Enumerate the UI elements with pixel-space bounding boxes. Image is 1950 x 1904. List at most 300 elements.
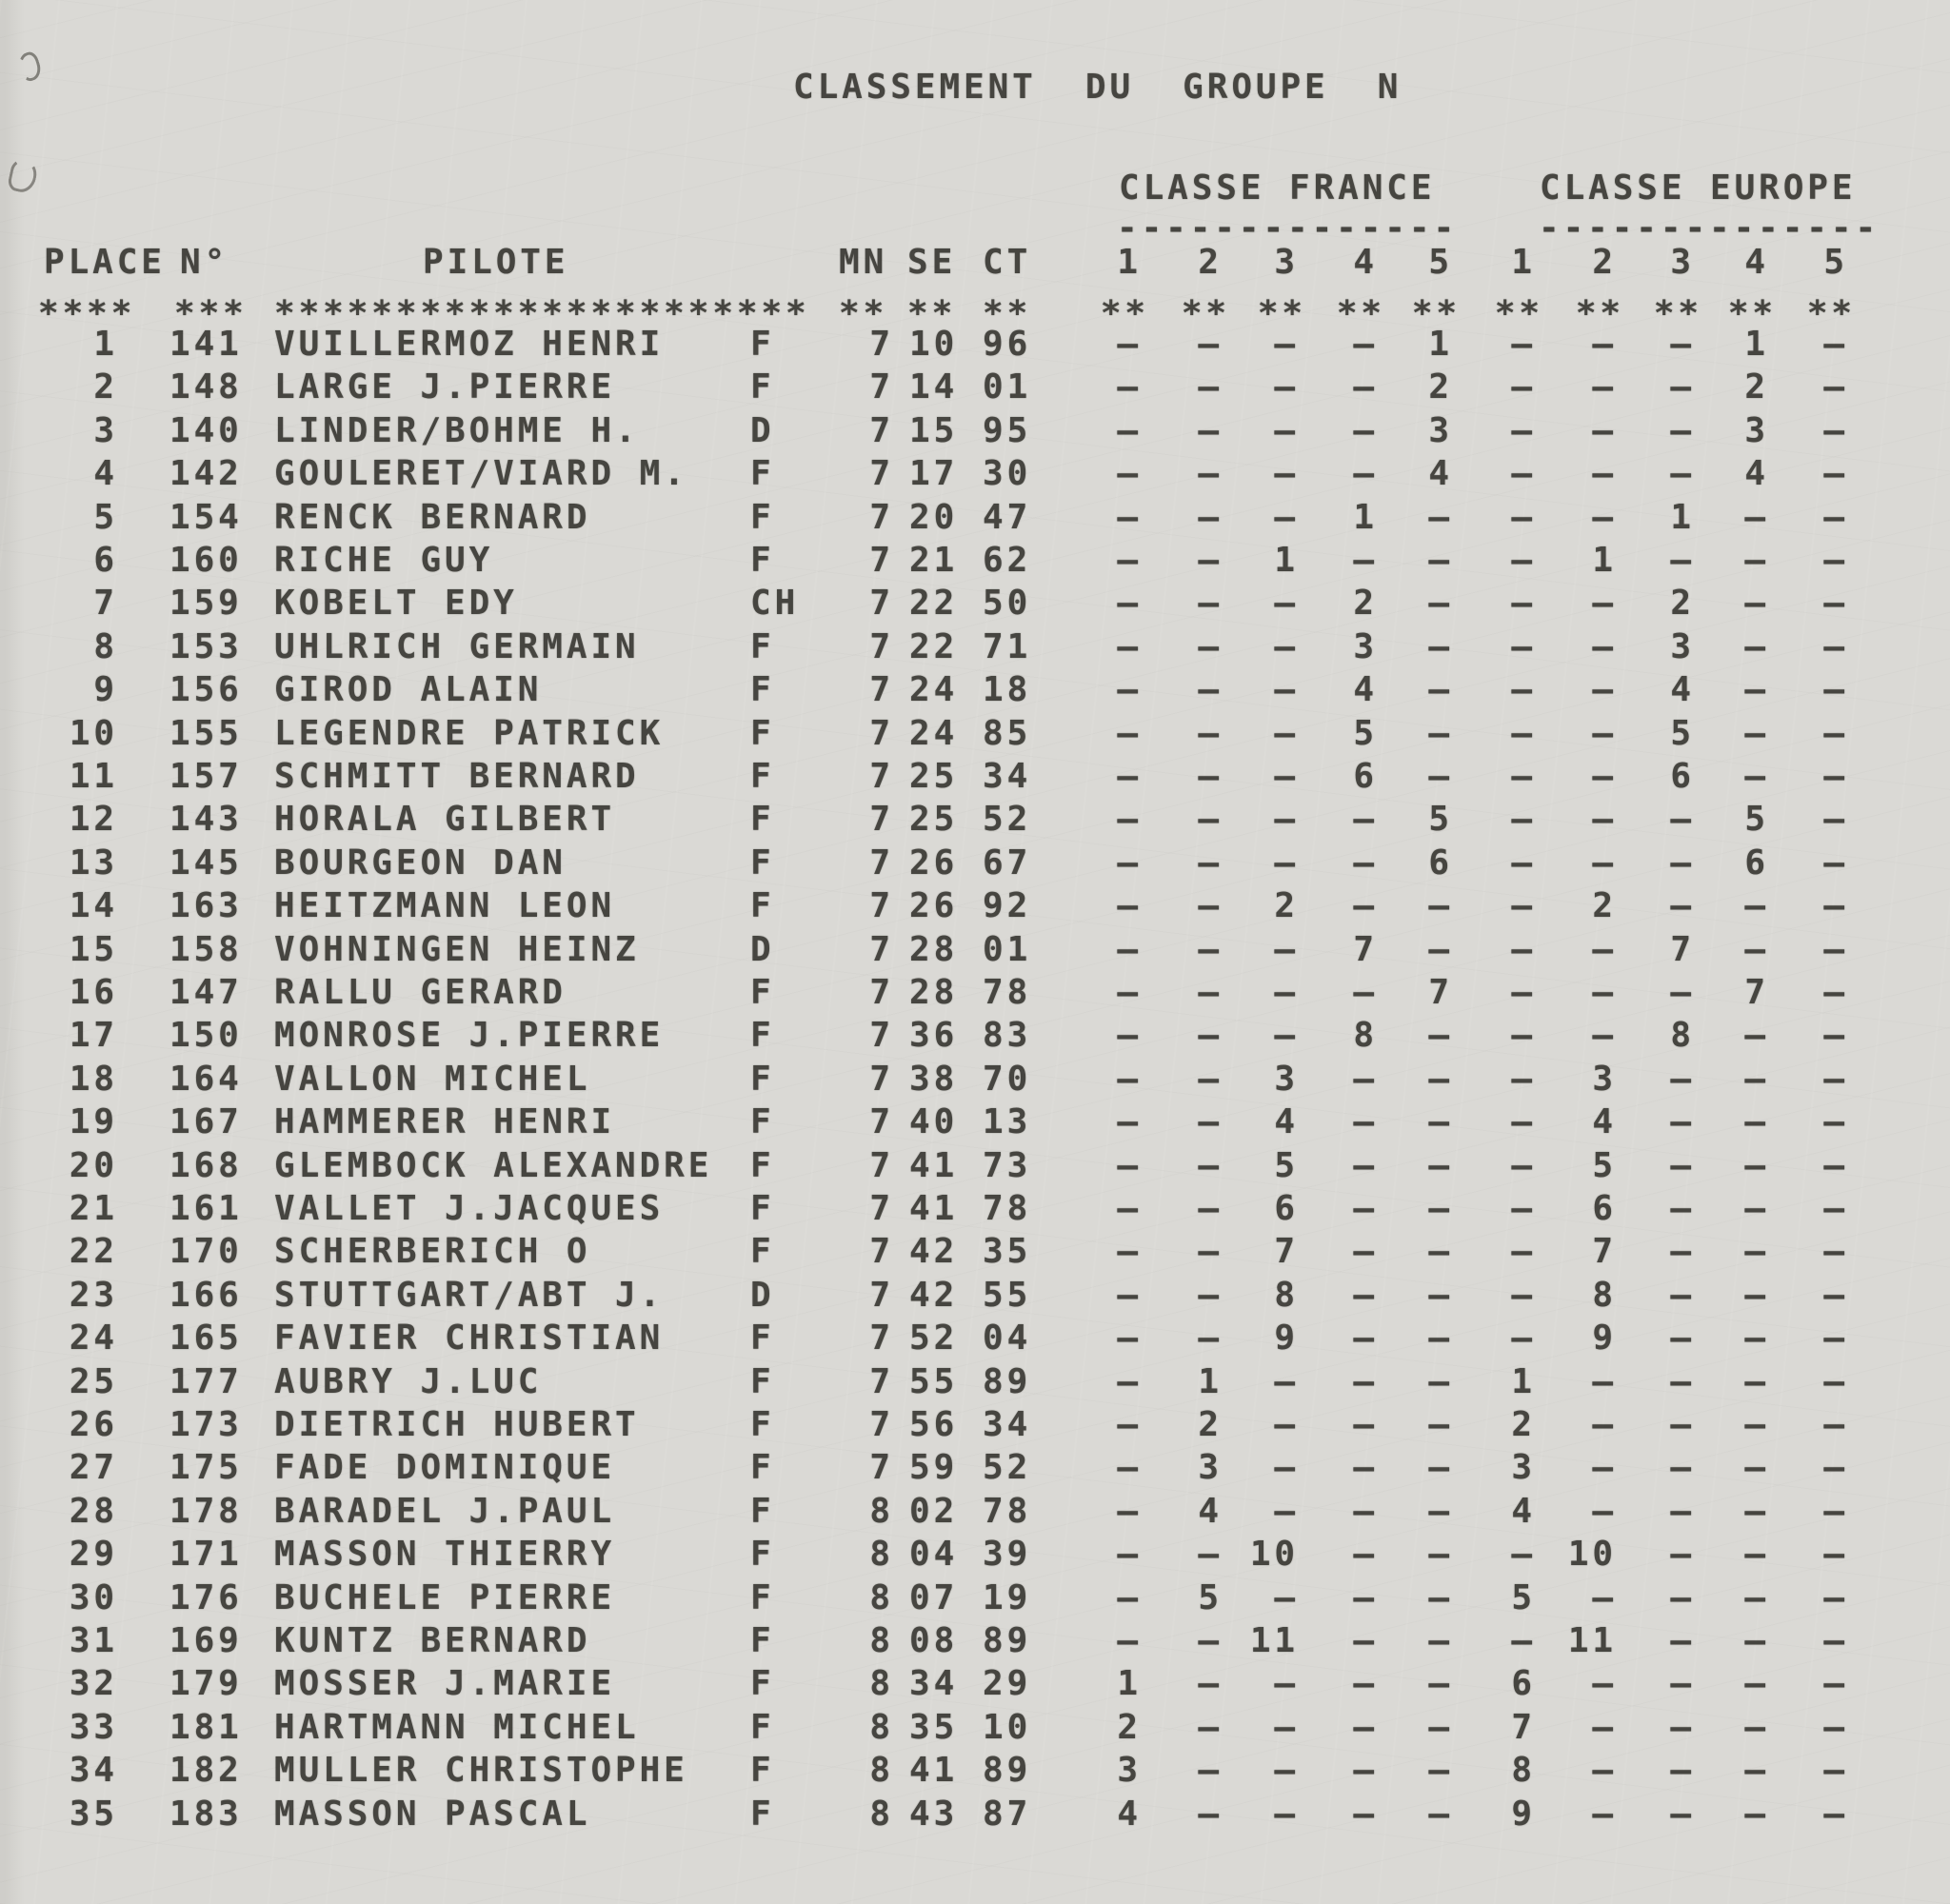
europe-rank-cell: —: [1823, 757, 1848, 796]
france-rank-cell: —: [1274, 714, 1299, 753]
table-row: [0, 1232, 1950, 1279]
europe-rank-cell: —: [1511, 886, 1536, 925]
europe-rank-cell: 4: [1670, 670, 1695, 709]
france-rank-cell: 7: [1274, 1232, 1299, 1271]
table-row: [0, 367, 1950, 414]
france-rank-cell: —: [1428, 1708, 1453, 1747]
minutes-cell: 7: [869, 714, 894, 753]
car-number-cell: 140: [169, 411, 243, 450]
nationality-cell: F: [750, 714, 775, 753]
nationality-cell: F: [750, 670, 775, 709]
france-rank-cell: —: [1428, 1795, 1453, 1834]
nationality-cell: D: [750, 411, 775, 450]
centiseconds-cell: 01: [983, 930, 1032, 969]
france-rank-cell: —: [1353, 1448, 1378, 1487]
europe-rank-cell: 4: [1592, 1102, 1617, 1141]
centiseconds-cell: 01: [983, 367, 1032, 407]
france-rank-col-header: 3: [1274, 243, 1299, 282]
europe-rank-cell: —: [1592, 973, 1617, 1012]
table-row: [0, 930, 1950, 977]
france-rank-cell: 2: [1117, 1708, 1142, 1747]
centiseconds-cell: 78: [983, 1492, 1032, 1531]
europe-rank-cell: —: [1744, 1751, 1769, 1790]
france-rank-cell: 3: [1274, 1060, 1299, 1099]
france-rank-cell: 5: [1198, 1578, 1223, 1617]
scan-artifact: [7, 157, 39, 194]
pilot-name-cell: VUILLERMOZ HENRI: [274, 325, 665, 364]
place-cell: 13: [69, 843, 118, 883]
centiseconds-cell: 92: [983, 886, 1032, 925]
europe-rank-cell: —: [1511, 411, 1536, 450]
europe-rank-cell: —: [1744, 1535, 1769, 1574]
minutes-cell: 7: [869, 541, 894, 580]
table-row: [0, 1062, 1950, 1106]
car-number-cell: 179: [169, 1664, 243, 1703]
place-cell: 26: [69, 1405, 118, 1444]
france-rank-cell: 4: [1274, 1102, 1299, 1141]
france-rank-cell: —: [1353, 1060, 1378, 1099]
minutes-cell: 8: [869, 1535, 894, 1574]
europe-rank-cell: —: [1823, 627, 1848, 666]
seconds-cell: 24: [909, 670, 959, 709]
table-row: [0, 498, 1950, 545]
table-row: [0, 1578, 1950, 1625]
centiseconds-cell: 30: [983, 454, 1032, 493]
seconds-cell: 41: [909, 1751, 959, 1790]
france-rank-col-header: 2: [1198, 243, 1223, 282]
minutes-cell: 7: [869, 1232, 894, 1271]
europe-rank-cell: —: [1670, 800, 1695, 839]
minutes-cell: 7: [869, 886, 894, 925]
car-number-cell: 165: [169, 1319, 243, 1358]
france-rank-cell: —: [1428, 930, 1453, 969]
place-cell: 15: [69, 930, 118, 969]
seconds-cell: 20: [909, 498, 959, 537]
europe-rank-cell: —: [1670, 1535, 1695, 1574]
separator-se: **: [907, 294, 957, 333]
france-rank-cell: 5: [1353, 714, 1378, 753]
france-rank-cell: —: [1428, 1232, 1453, 1271]
europe-rank-cell: —: [1670, 1060, 1695, 1099]
seconds-cell: 08: [909, 1621, 959, 1660]
france-rank-col-separator: **: [1411, 294, 1461, 333]
france-rank-cell: —: [1274, 1405, 1299, 1444]
europe-rank-cell: —: [1511, 1146, 1536, 1185]
france-rank-cell: —: [1198, 541, 1223, 580]
pilot-name-cell: LINDER/BOHME H.: [274, 411, 640, 450]
europe-rank-cell: —: [1823, 1319, 1848, 1358]
seconds-cell: 59: [909, 1448, 959, 1487]
europe-rank-cell: —: [1511, 1319, 1536, 1358]
seconds-cell: 02: [909, 1492, 959, 1531]
centiseconds-cell: 47: [983, 498, 1032, 537]
france-rank-cell: 6: [1353, 757, 1378, 796]
europe-rank-col-header: 2: [1592, 243, 1617, 282]
france-rank-cell: —: [1117, 1492, 1142, 1531]
europe-rank-cell: —: [1511, 843, 1536, 883]
france-rank-cell: —: [1117, 1189, 1142, 1228]
europe-rank-cell: —: [1823, 1189, 1848, 1228]
europe-rank-cell: —: [1592, 1708, 1617, 1747]
france-rank-cell: —: [1198, 1146, 1223, 1185]
centiseconds-cell: 39: [983, 1535, 1032, 1574]
car-number-cell: 177: [169, 1362, 243, 1401]
seconds-cell: 26: [909, 843, 959, 883]
europe-rank-cell: —: [1744, 1016, 1769, 1055]
europe-rank-cell: —: [1670, 1362, 1695, 1401]
seconds-cell: 15: [909, 411, 959, 450]
france-rank-cell: —: [1117, 584, 1142, 623]
europe-rank-cell: —: [1592, 1578, 1617, 1617]
table-row: [0, 1189, 1950, 1236]
nationality-cell: F: [750, 541, 775, 580]
place-cell: 2: [93, 367, 118, 407]
place-cell: 25: [69, 1362, 118, 1401]
table-row: [0, 1537, 1950, 1581]
place-cell: 18: [69, 1060, 118, 1099]
france-rank-cell: 3: [1198, 1448, 1223, 1487]
france-rank-cell: —: [1428, 670, 1453, 709]
france-rank-cell: —: [1198, 886, 1223, 925]
seconds-cell: 17: [909, 454, 959, 493]
france-rank-cell: 1: [1117, 1664, 1142, 1703]
europe-rank-cell: —: [1670, 1492, 1695, 1531]
class-europe-header: CLASSE EUROPE: [1540, 169, 1857, 208]
europe-rank-cell: —: [1744, 1102, 1769, 1141]
europe-rank-cell: —: [1670, 411, 1695, 450]
page-title: CLASSEMENT DU GROUPE N: [793, 68, 1403, 107]
europe-rank-cell: —: [1823, 454, 1848, 493]
france-rank-cell: —: [1274, 1362, 1299, 1401]
europe-rank-cell: —: [1823, 1405, 1848, 1444]
nationality-cell: F: [750, 367, 775, 407]
europe-rank-cell: —: [1511, 541, 1536, 580]
seconds-cell: 52: [909, 1319, 959, 1358]
france-rank-cell: 6: [1428, 843, 1453, 883]
pilot-name-cell: SCHMITT BERNARD: [274, 757, 640, 796]
pilot-name-cell: MASSON THIERRY: [274, 1535, 616, 1574]
place-cell: 19: [69, 1102, 118, 1141]
europe-rank-cell: 7: [1592, 1232, 1617, 1271]
france-rank-cell: —: [1274, 627, 1299, 666]
nationality-cell: F: [750, 1795, 775, 1834]
table-row: [0, 1276, 1950, 1322]
minutes-cell: 7: [869, 454, 894, 493]
europe-rank-cell: —: [1744, 1146, 1769, 1185]
seconds-cell: 41: [909, 1189, 959, 1228]
france-rank-cell: —: [1274, 1664, 1299, 1703]
nationality-cell: F: [750, 800, 775, 839]
europe-rank-cell: —: [1744, 1664, 1769, 1703]
europe-rank-cell: —: [1511, 757, 1536, 796]
europe-rank-cell: —: [1670, 1795, 1695, 1834]
europe-rank-cell: —: [1744, 1708, 1769, 1747]
europe-rank-cell: 6: [1511, 1664, 1536, 1703]
france-rank-cell: —: [1353, 1578, 1378, 1617]
car-number-cell: 164: [169, 1060, 243, 1099]
centiseconds-cell: 34: [983, 1405, 1032, 1444]
europe-rank-cell: —: [1744, 627, 1769, 666]
europe-rank-cell: —: [1592, 1492, 1617, 1531]
car-number-cell: 170: [169, 1232, 243, 1271]
france-rank-cell: —: [1198, 1060, 1223, 1099]
france-rank-cell: —: [1353, 1708, 1378, 1747]
minutes-cell: 7: [869, 1405, 894, 1444]
europe-rank-cell: —: [1592, 584, 1617, 623]
europe-rank-cell: —: [1823, 1146, 1848, 1185]
france-rank-cell: —: [1117, 930, 1142, 969]
france-rank-cell: —: [1274, 1578, 1299, 1617]
place-cell: 21: [69, 1189, 118, 1228]
pilot-name-cell: VALLON MICHEL: [274, 1060, 591, 1099]
europe-rank-cell: —: [1823, 1362, 1848, 1401]
france-rank-cell: —: [1198, 1276, 1223, 1315]
france-rank-cell: —: [1353, 1146, 1378, 1185]
table-row: [0, 1405, 1950, 1452]
minutes-cell: 7: [869, 1102, 894, 1141]
centiseconds-cell: 95: [983, 411, 1032, 450]
europe-rank-cell: —: [1823, 1276, 1848, 1315]
centiseconds-cell: 67: [983, 843, 1032, 883]
europe-rank-cell: —: [1511, 1189, 1536, 1228]
europe-rank-cell: —: [1670, 843, 1695, 883]
europe-rank-cell: —: [1511, 498, 1536, 537]
europe-rank-cell: 9: [1592, 1319, 1617, 1358]
pilot-name-cell: HARTMANN MICHEL: [274, 1708, 640, 1747]
france-rank-cell: —: [1428, 1578, 1453, 1617]
nationality-cell: F: [750, 1621, 775, 1660]
seconds-cell: 43: [909, 1795, 959, 1834]
europe-rank-cell: 1: [1670, 498, 1695, 537]
europe-rank-cell: —: [1511, 1535, 1536, 1574]
france-rank-cell: —: [1117, 1060, 1142, 1099]
france-rank-cell: —: [1274, 1448, 1299, 1487]
france-rank-cell: —: [1117, 454, 1142, 493]
europe-rank-cell: —: [1823, 1060, 1848, 1099]
nationality-cell: F: [750, 1189, 775, 1228]
france-rank-cell: —: [1428, 1405, 1453, 1444]
europe-rank-cell: —: [1670, 325, 1695, 364]
nationality-cell: F: [750, 1405, 775, 1444]
table-row: [0, 973, 1950, 1020]
europe-rank-cell: —: [1592, 1795, 1617, 1834]
minutes-cell: 7: [869, 800, 894, 839]
minutes-cell: 7: [869, 670, 894, 709]
pilot-name-cell: KOBELT EDY: [274, 584, 518, 623]
europe-rank-col-separator: **: [1806, 294, 1856, 333]
minutes-cell: 7: [869, 1189, 894, 1228]
france-rank-cell: —: [1428, 1060, 1453, 1099]
france-rank-cell: —: [1353, 1751, 1378, 1790]
nationality-cell: F: [750, 1751, 775, 1790]
europe-rank-cell: —: [1823, 800, 1848, 839]
pilot-name-cell: MONROSE J.PIERRE: [274, 1016, 665, 1055]
centiseconds-cell: 18: [983, 670, 1032, 709]
centiseconds-cell: 50: [983, 584, 1032, 623]
centiseconds-cell: 34: [983, 757, 1032, 796]
place-cell: 31: [69, 1621, 118, 1660]
centiseconds-cell: 83: [983, 1016, 1032, 1055]
car-number-cell: 160: [169, 541, 243, 580]
pilot-name-cell: LARGE J.PIERRE: [274, 367, 616, 407]
france-rank-cell: —: [1353, 1621, 1378, 1660]
car-number-cell: 173: [169, 1405, 243, 1444]
france-rank-cell: —: [1117, 1276, 1142, 1315]
place-cell: 12: [69, 800, 118, 839]
seconds-cell: 28: [909, 973, 959, 1012]
europe-rank-cell: —: [1823, 714, 1848, 753]
france-rank-col-separator: **: [1336, 294, 1385, 333]
europe-rank-cell: 8: [1511, 1751, 1536, 1790]
france-rank-cell: 4: [1198, 1492, 1223, 1531]
table-row: [0, 327, 1950, 371]
centiseconds-cell: 89: [983, 1621, 1032, 1660]
minutes-cell: 7: [869, 1319, 894, 1358]
pilot-name-cell: RALLU GERARD: [274, 973, 567, 1012]
car-number-cell: 143: [169, 800, 243, 839]
place-cell: 7: [93, 584, 118, 623]
france-rank-cell: 1: [1353, 498, 1378, 537]
france-rank-cell: —: [1198, 714, 1223, 753]
europe-rank-cell: —: [1670, 1146, 1695, 1185]
france-rank-cell: 11: [1249, 1621, 1299, 1660]
pilot-name-cell: UHLRICH GERMAIN: [274, 627, 640, 666]
europe-rank-cell: —: [1823, 1708, 1848, 1747]
france-rank-cell: —: [1428, 1016, 1453, 1055]
table-row: [0, 411, 1950, 458]
car-number-cell: 159: [169, 584, 243, 623]
centiseconds-cell: 10: [983, 1708, 1032, 1747]
europe-rank-cell: —: [1744, 1405, 1769, 1444]
europe-rank-cell: 8: [1592, 1276, 1617, 1315]
car-number-cell: 148: [169, 367, 243, 407]
europe-rank-col-header: 4: [1744, 243, 1769, 282]
car-number-cell: 167: [169, 1102, 243, 1141]
europe-rank-cell: —: [1744, 1232, 1769, 1271]
europe-rank-cell: —: [1670, 1102, 1695, 1141]
pilot-name-cell: BOURGEON DAN: [274, 843, 567, 883]
europe-rank-cell: —: [1823, 584, 1848, 623]
europe-rank-cell: —: [1744, 1578, 1769, 1617]
centiseconds-cell: 52: [983, 800, 1032, 839]
europe-rank-cell: —: [1823, 325, 1848, 364]
seconds-cell: 21: [909, 541, 959, 580]
europe-rank-cell: —: [1511, 973, 1536, 1012]
table-row: [0, 843, 1950, 890]
nationality-cell: F: [750, 843, 775, 883]
nationality-cell: F: [750, 454, 775, 493]
europe-rank-cell: —: [1670, 541, 1695, 580]
france-rank-cell: —: [1353, 843, 1378, 883]
france-rank-cell: —: [1117, 411, 1142, 450]
seconds-cell: 22: [909, 584, 959, 623]
pilot-name-cell: HAMMERER HENRI: [274, 1102, 616, 1141]
seconds-cell: 36: [909, 1016, 959, 1055]
nationality-cell: F: [750, 1664, 775, 1703]
nationality-cell: F: [750, 1535, 775, 1574]
france-rank-cell: —: [1117, 1621, 1142, 1660]
france-rank-col-header: 5: [1428, 243, 1453, 282]
france-rank-cell: —: [1353, 1319, 1378, 1358]
france-rank-cell: —: [1274, 757, 1299, 796]
europe-rank-cell: —: [1744, 1319, 1769, 1358]
centiseconds-cell: 70: [983, 1060, 1032, 1099]
car-number-cell: 155: [169, 714, 243, 753]
minutes-cell: 7: [869, 1276, 894, 1315]
france-rank-cell: —: [1117, 757, 1142, 796]
europe-rank-cell: —: [1511, 1621, 1536, 1660]
scan-artifact: [15, 50, 44, 83]
france-rank-cell: —: [1198, 757, 1223, 796]
separator-place: ****: [38, 294, 136, 333]
pilot-name-cell: BARADEL J.PAUL: [274, 1492, 616, 1531]
car-number-cell: 183: [169, 1795, 243, 1834]
place-cell: 10: [69, 714, 118, 753]
column-header-pilot: PILOTE: [423, 243, 569, 282]
france-rank-cell: —: [1198, 325, 1223, 364]
france-rank-cell: —: [1353, 1276, 1378, 1315]
france-rank-cell: 10: [1249, 1535, 1299, 1574]
france-rank-cell: 7: [1353, 930, 1378, 969]
place-cell: 16: [69, 973, 118, 1012]
centiseconds-cell: 19: [983, 1578, 1032, 1617]
centiseconds-cell: 55: [983, 1276, 1032, 1315]
class-europe-underline: --------------: [1539, 208, 1880, 248]
minutes-cell: 7: [869, 1060, 894, 1099]
minutes-cell: 8: [869, 1621, 894, 1660]
pilot-name-cell: HEITZMANN LEON: [274, 886, 616, 925]
nationality-cell: F: [750, 1232, 775, 1271]
table-row: [0, 1102, 1950, 1149]
europe-rank-cell: —: [1511, 930, 1536, 969]
seconds-cell: 35: [909, 1708, 959, 1747]
europe-rank-cell: —: [1670, 1621, 1695, 1660]
car-number-cell: 171: [169, 1535, 243, 1574]
table-row: [0, 757, 1950, 803]
minutes-cell: 7: [869, 843, 894, 883]
centiseconds-cell: 35: [983, 1232, 1032, 1271]
france-rank-cell: —: [1198, 1102, 1223, 1141]
car-number-cell: 141: [169, 325, 243, 364]
france-rank-cell: —: [1198, 1319, 1223, 1358]
france-rank-cell: —: [1353, 1362, 1378, 1401]
france-rank-cell: —: [1428, 584, 1453, 623]
separator-number: ***: [174, 294, 248, 333]
france-rank-cell: —: [1428, 1146, 1453, 1185]
europe-rank-cell: —: [1592, 1016, 1617, 1055]
pilot-name-cell: RICHE GUY: [274, 541, 494, 580]
europe-rank-cell: —: [1592, 367, 1617, 407]
pilot-name-cell: HORALA GILBERT: [274, 800, 616, 839]
separator-pilot: **********************: [274, 294, 810, 333]
europe-rank-cell: —: [1592, 1664, 1617, 1703]
europe-rank-cell: 5: [1592, 1146, 1617, 1185]
seconds-cell: 10: [909, 325, 959, 364]
europe-rank-cell: 2: [1670, 584, 1695, 623]
france-rank-cell: —: [1117, 800, 1142, 839]
france-rank-cell: —: [1274, 670, 1299, 709]
france-rank-cell: 1: [1428, 325, 1453, 364]
france-rank-cell: —: [1353, 1189, 1378, 1228]
france-rank-cell: —: [1428, 1492, 1453, 1531]
europe-rank-cell: —: [1823, 843, 1848, 883]
minutes-cell: 8: [869, 1492, 894, 1531]
europe-rank-cell: —: [1823, 1621, 1848, 1660]
france-rank-cell: —: [1428, 1102, 1453, 1141]
place-cell: 24: [69, 1319, 118, 1358]
france-rank-cell: —: [1353, 1102, 1378, 1141]
france-rank-cell: —: [1428, 1276, 1453, 1315]
